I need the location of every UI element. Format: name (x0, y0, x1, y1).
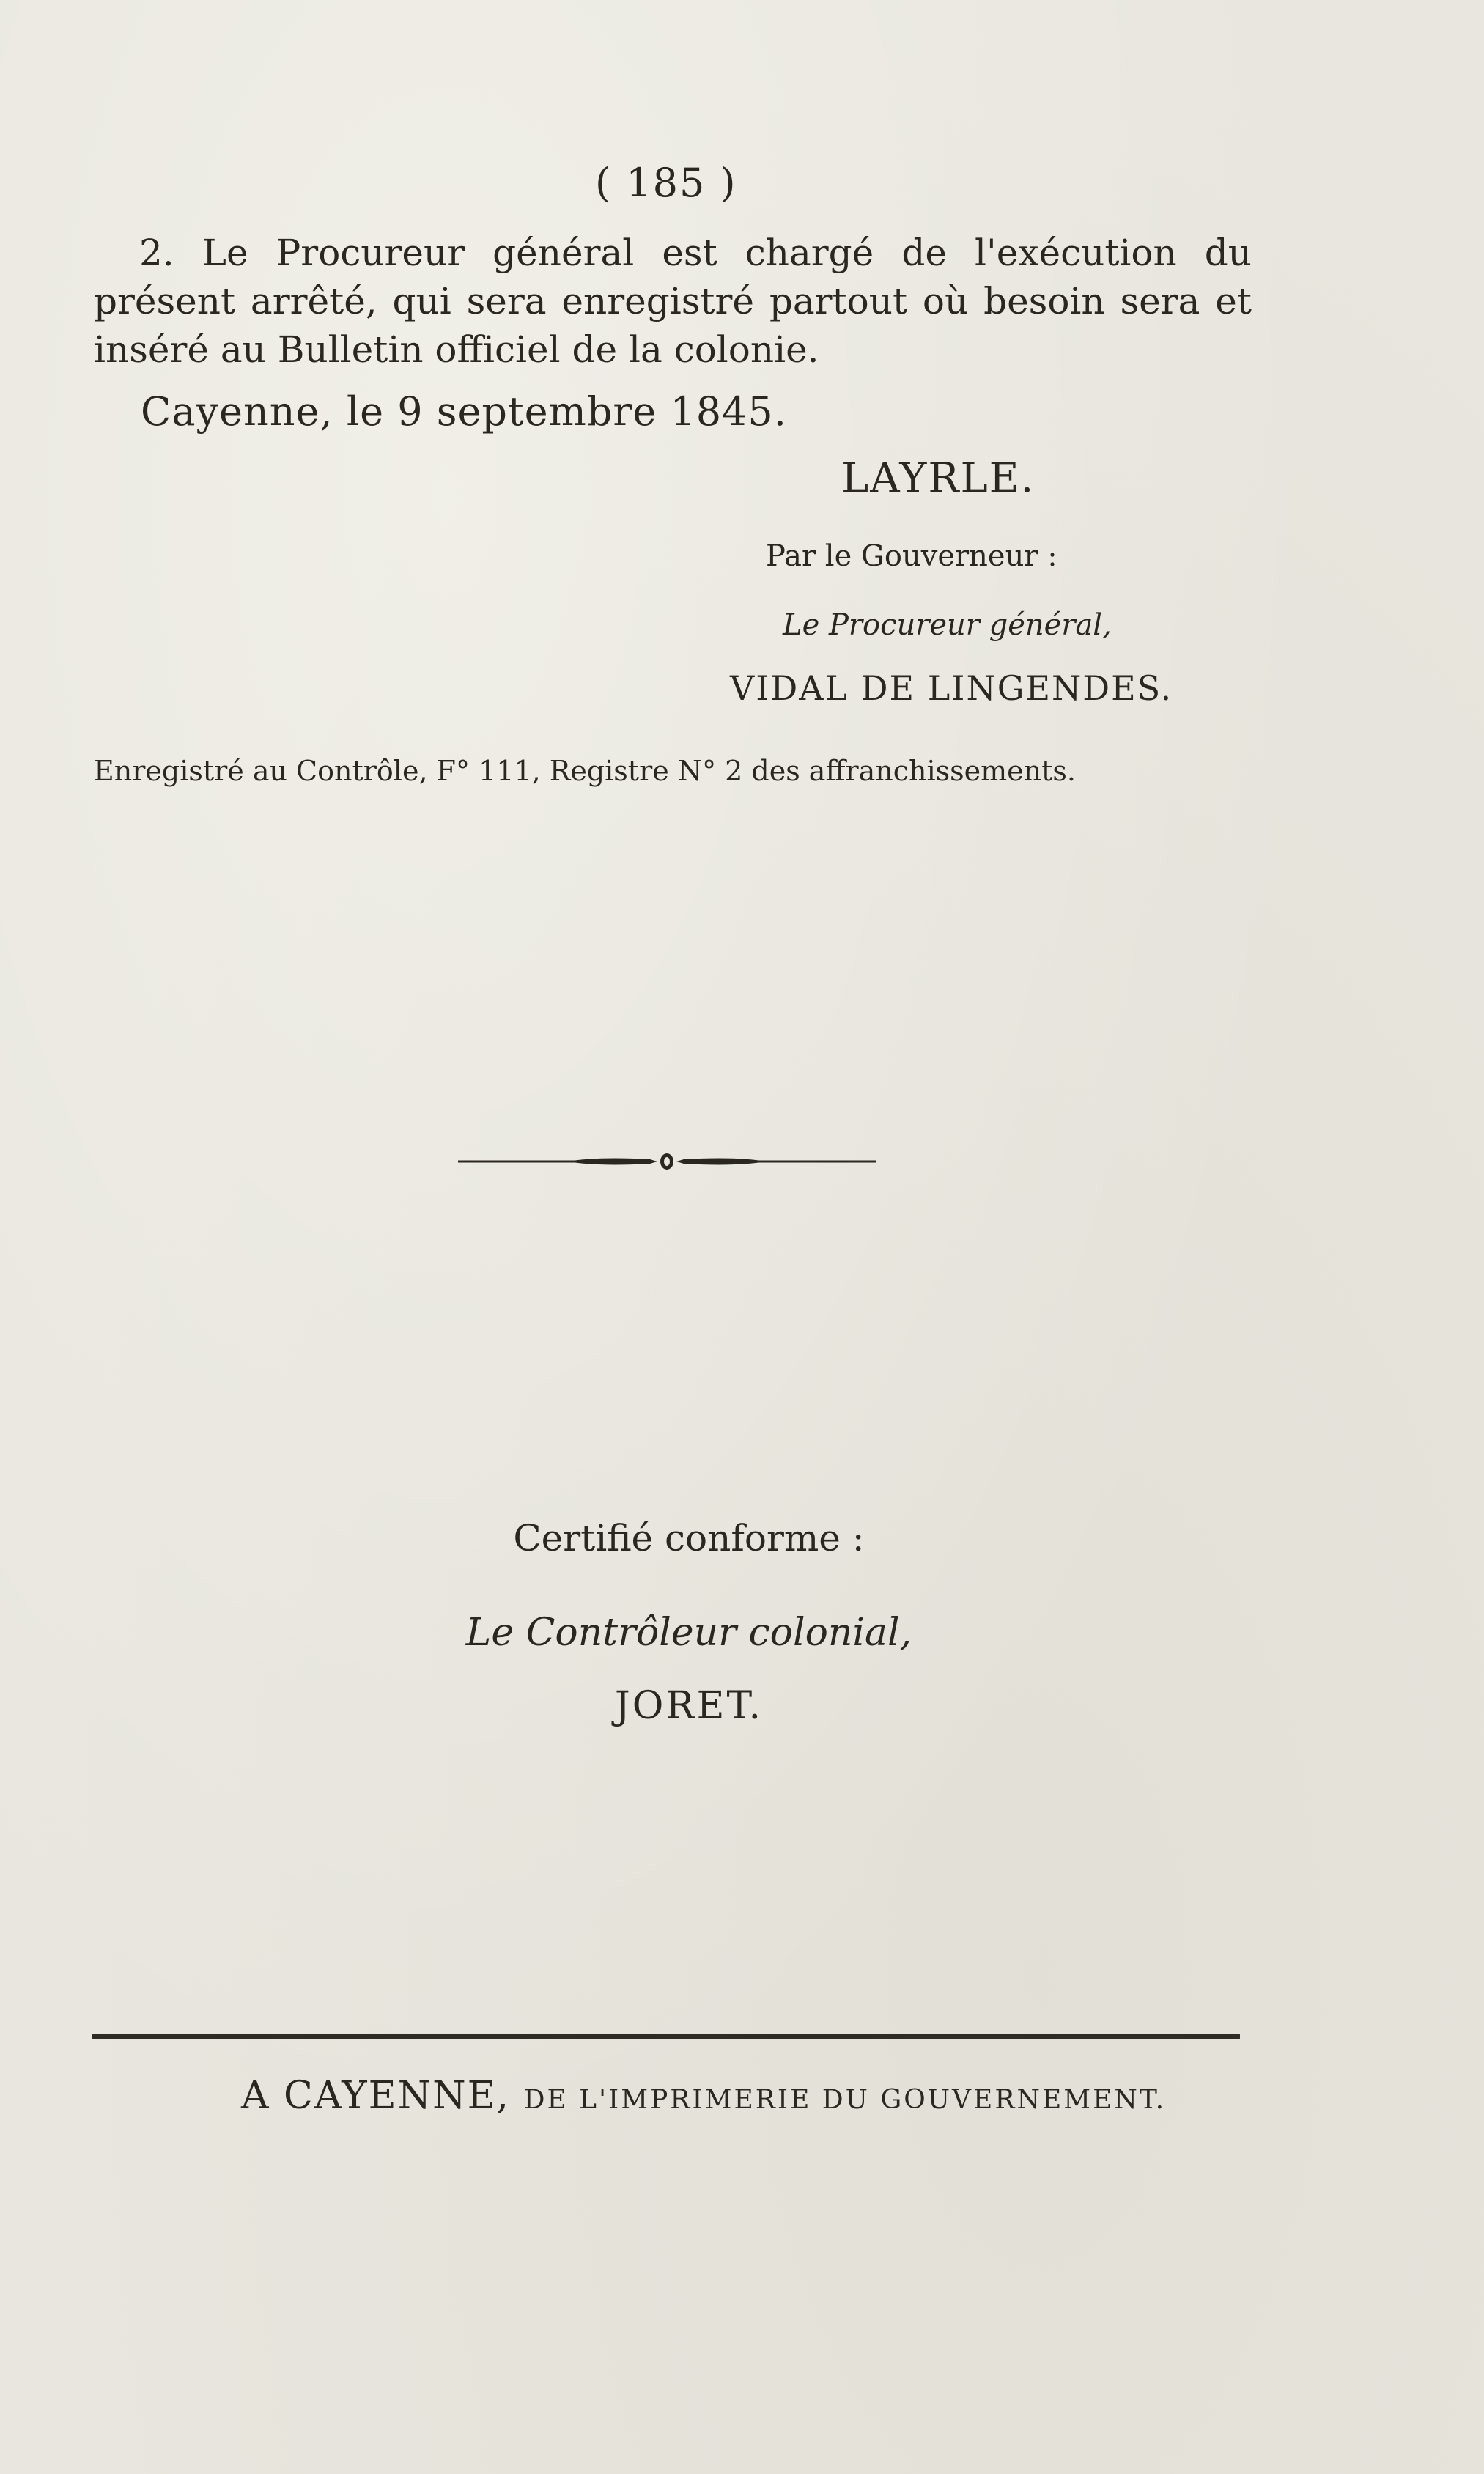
ornament-divider (458, 1151, 876, 1175)
controller-title: Le Contrôleur colonial, (465, 1611, 912, 1655)
procureur-signature: VIDAL DE LINGENDES. (730, 668, 1173, 708)
article-text: Le Procureur général est chargé de l'exécution du présent arrêté, qui sera enregistré partout où besoin sera et inséré au Bulletin officiel de la colonie. (94, 232, 1252, 371)
certification-label: Certifié conforme : (513, 1517, 865, 1559)
horizontal-rule (92, 2034, 1240, 2039)
dateline: Cayenne, le 9 septembre 1845. (141, 388, 787, 435)
imprint-line (0, 2074, 1407, 2118)
controller-signature: JORET. (614, 1684, 764, 1728)
procureur-title: Le Procureur général, (783, 608, 1112, 642)
ornament-flourish-icon (458, 1151, 876, 1173)
by-governor-line: Par le Gouverneur : (766, 539, 1057, 573)
imprint-place: A CAYENNE, (240, 2074, 511, 2118)
page-number: ( 185 ) (595, 160, 737, 206)
registry-note: Enregistré au Contrôle, F° 111, Registre N° 2 des affranchissements. (94, 755, 1076, 787)
governor-signature: LAYRLE. (841, 454, 1036, 502)
article-paragraph (94, 229, 1252, 374)
article-number: 2. (139, 232, 174, 274)
imprint-printer: DE L'IMPRIMERIE DU GOUVERNEMENT. (523, 2085, 1167, 2115)
